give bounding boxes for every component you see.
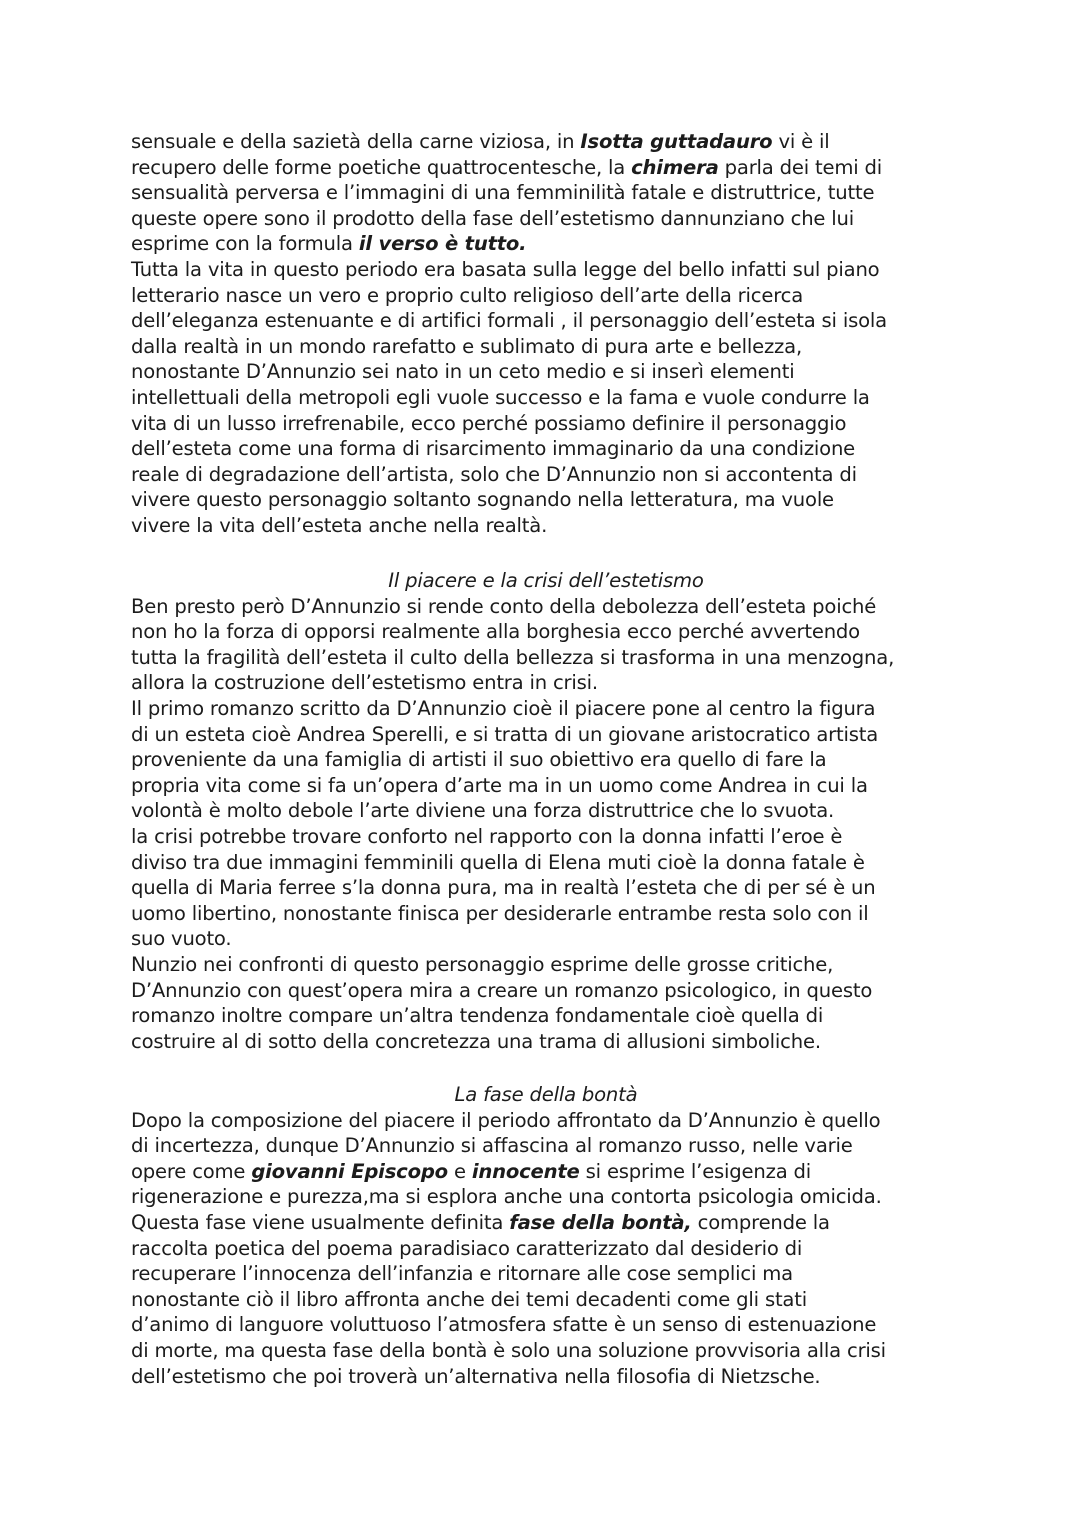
text-line: sensualità perversa e l’immagini di una femminilità fatale e distruttrice, tutte	[131, 181, 875, 205]
text-line: d’animo di languore voluttuoso l’atmosfera sfatte è un senso di estenuazione	[131, 1313, 877, 1337]
section-estetismo	[131, 129, 961, 539]
text-line: Dopo la composizione del piacere il periodo affrontato da D’Annunzio è quello	[131, 1108, 881, 1132]
text-line: Tutta la vita in questo periodo era basata sulla legge del bello infatti sul piano	[131, 257, 880, 281]
text-line: rigenerazione e purezza,ma si esplora anche una contorta psicologia omicida.	[131, 1185, 882, 1209]
text-line: dell’eleganza estenuante e di artifici formali , il personaggio dell’esteta si isola	[131, 309, 887, 333]
text-line: la crisi potrebbe trovare conforto nel rapporto con la donna infatti l’eroe è	[131, 824, 843, 848]
text-line: dell’estetismo che poi troverà un’alternativa nella filosofia di Nietzsche.	[131, 1364, 821, 1388]
section-heading: Il piacere e la crisi dell’estetismo	[388, 569, 704, 592]
text-line: raccolta poetica del poema paradisiaco caratterizzato dal desiderio di	[131, 1236, 803, 1260]
text-line: costruire al di sotto della concretezza una trama di allusioni simboliche.	[131, 1029, 821, 1053]
text-line: nonostante ciò il libro affronta anche dei temi decadenti come gli stati	[131, 1287, 807, 1311]
text-line: diviso tra due immagini femminili quella di Elena muti cioè la donna fatale è	[131, 850, 865, 874]
text-line: recupero delle forme poetiche quattrocentesche, la chimera parla dei temi di	[131, 155, 882, 179]
text-line: Il primo romanzo scritto da D’Annunzio cioè il piacere pone al centro la figura	[131, 696, 876, 720]
section-piacere	[131, 568, 961, 1054]
text-line: di un esteta cioè Andrea Sperelli, e si tratta di un giovane aristocratico artista	[131, 722, 879, 746]
text-line: propria vita come si fa un’opera d’arte ma in un uomo come Andrea in cui la	[131, 773, 868, 797]
text-line: di morte, ma questa fase della bontà è solo una soluzione provvisoria alla crisi	[131, 1338, 886, 1362]
text-line: non ho la forza di opporsi realmente alla borghesia ecco perché avvertendo	[131, 620, 860, 644]
text-line: nonostante D’Annunzio sei nato in un ceto medio e si inserì elementi	[131, 360, 795, 384]
text-line: queste opere sono il prodotto della fase dell’estetismo dannunziano che lui	[131, 206, 854, 230]
text-line: intellettuali della metropoli egli vuole successo e la fama e vuole condurre la	[131, 385, 870, 409]
text-line: dalla realtà in un mondo rarefatto e sublimato di pura arte e bellezza,	[131, 334, 802, 358]
text-line: sensuale e della sazietà della carne viziosa, in Isotta guttadauro vi è il	[131, 130, 830, 153]
text-line: letterario nasce un vero e proprio culto religioso dell’arte della ricerca	[131, 283, 804, 307]
text-line: allora la costruzione dell’estetismo entra in crisi.	[131, 671, 598, 695]
text-line: romanzo inoltre compare un’altra tendenza fondamentale cioè quella di	[131, 1004, 824, 1028]
text-line: proveniente da una famiglia di artisti il suo obiettivo era quello di fare la	[131, 748, 827, 772]
text-line: quella di Maria ferree s’la donna pura, ma in realtà l’esteta che di per sé è un	[131, 876, 876, 900]
text-line: D’Annunzio con quest’opera mira a creare un romanzo psicologico, in questo	[131, 978, 873, 1002]
text-line: Ben presto però D’Annunzio si rende conto della debolezza dell’esteta poiché	[131, 594, 877, 618]
text-line: Questa fase viene usualmente definita fase della bontà, comprende la	[131, 1210, 830, 1234]
text-line: volontà è molto debole l’arte diviene una forza distruttrice che lo svuota.	[131, 799, 835, 823]
text-line: Nunzio nei confronti di questo personaggio esprime delle grosse critiche,	[131, 952, 834, 976]
text-line: uomo libertino, nonostante finisca per desiderarle entrambe resta solo con il	[131, 901, 869, 925]
text-line: recuperare l’innocenza dell’infanzia e ritornare alle cose semplici ma	[131, 1262, 793, 1286]
text-line: vivere la vita dell’esteta anche nella realtà.	[131, 513, 548, 537]
text-line: esprime con la formula il verso è tutto.	[131, 232, 527, 256]
text-line: suo vuoto.	[131, 927, 232, 951]
text-line: dell’esteta come una forma di risarcimento immaginario da una condizione	[131, 437, 856, 461]
text-line: reale di degradazione dell’artista, solo che D’Annunzio non si accontenta di	[131, 462, 857, 486]
text-line: vita di un lusso irrefrenabile, ecco perché possiamo definire il personaggio	[131, 411, 847, 435]
section-bonta	[131, 1082, 961, 1389]
text-line: di incertezza, dunque D’Annunzio si affascina al romanzo russo, nelle varie	[131, 1134, 853, 1158]
section-heading: La fase della bontà	[454, 1083, 638, 1106]
text-line: opere come giovanni Episcopo e innocente si esprime l’esigenza di	[131, 1159, 812, 1183]
text-line: tutta la fragilità dell’esteta il culto della bellezza si trasforma in una menzogna,	[131, 645, 895, 669]
text-line: vivere questo personaggio soltanto sognando nella letteratura, ma vuole	[131, 488, 834, 512]
